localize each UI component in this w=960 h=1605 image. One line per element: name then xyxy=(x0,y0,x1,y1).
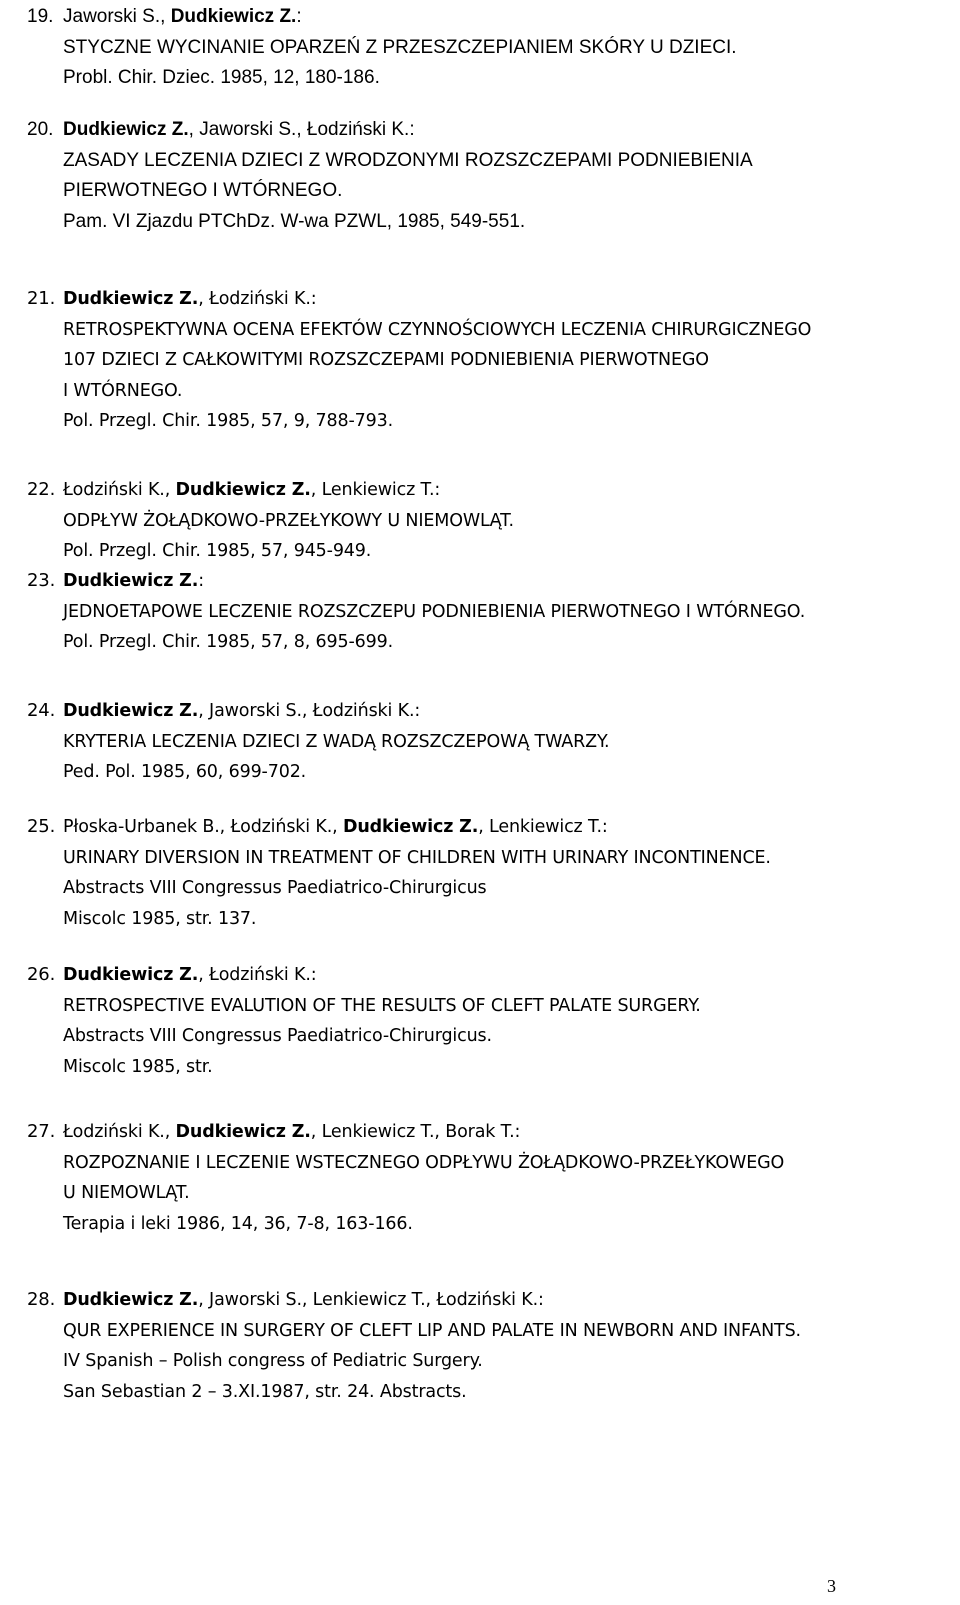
entry-number: 28. xyxy=(27,1289,56,1310)
entry-number: 26. xyxy=(27,964,56,985)
entry-authors xyxy=(63,115,415,145)
author-text: : xyxy=(296,6,302,27)
entry-source: PIERWOTNEGO I WTÓRNEGO. xyxy=(63,180,343,201)
entry-source: Ped. Pol. 1985, 60, 699-702. xyxy=(63,762,307,782)
author-highlighted: Dudkiewicz Z. xyxy=(63,571,199,591)
author-highlighted: Dudkiewicz Z. xyxy=(63,701,199,721)
entry-authors xyxy=(63,2,302,32)
author-text: , Lenkiewicz T., Borak T.: xyxy=(310,1122,521,1142)
author-text: , Jaworski S., Łodziński K.: xyxy=(188,119,415,140)
entry-authors xyxy=(63,960,317,990)
entry-title: QUR EXPERIENCE IN SURGERY OF CLEFT LIP AND PALATE IN NEWBORN AND INFANTS. xyxy=(63,1320,801,1341)
entry-number: 19. xyxy=(27,6,54,27)
entry-title: KRYTERIA LECZENIA DZIECI Z WADĄ ROZSZCZEPOWĄ TWARZY. xyxy=(63,731,610,752)
entry-number: 24. xyxy=(27,700,56,721)
entry-source: Abstracts VIII Congressus Paediatrico-Chirurgicus. xyxy=(63,1026,492,1046)
author-highlighted: Dudkiewicz Z. xyxy=(63,965,199,985)
entry-authors xyxy=(63,1117,520,1147)
author-text: Płoska-Urbanek B., Łodziński K., xyxy=(63,817,343,837)
entry-authors xyxy=(63,1285,544,1315)
entry-source: Abstracts VIII Congressus Paediatrico-Chirurgicus xyxy=(63,878,487,898)
entry-source: IV Spanish – Polish congress of Pediatric Surgery. xyxy=(63,1351,483,1371)
entry-source: San Sebastian 2 – 3.XI.1987, str. 24. Abstracts. xyxy=(63,1381,467,1402)
entry-title: RETROSPECTIVE EVALUTION OF THE RESULTS OF CLEFT PALATE SURGERY. xyxy=(63,995,701,1016)
author-text: , Lenkiewicz T.: xyxy=(478,817,608,837)
entry-source: I WTÓRNEGO. xyxy=(63,380,183,401)
entry-number: 25. xyxy=(27,816,56,837)
entry-source: 107 DZIECI Z CAŁKOWITYMI ROZSZCZEPAMI PODNIEBIENIA PIERWOTNEGO xyxy=(63,350,709,370)
page-number: 3 xyxy=(827,1576,836,1596)
author-text: Łodziński K., xyxy=(63,1122,176,1142)
author-text: , Łodziński K.: xyxy=(198,965,317,985)
author-text: , Łodziński K.: xyxy=(198,289,317,309)
entry-title: RETROSPEKTYWNA OCENA EFEKTÓW CZYNNOŚCIOWYCH LECZENIA CHIRURGICZNEGO xyxy=(63,319,812,340)
entry-authors xyxy=(63,284,317,314)
entry-authors xyxy=(63,812,608,842)
entry-title: URINARY DIVERSION IN TREATMENT OF CHILDREN WITH URINARY INCONTINENCE. xyxy=(63,847,771,868)
author-text: , Lenkiewicz T.: xyxy=(310,480,441,500)
entry-title: ODPŁYW ŻOŁĄDKOWO-PRZEŁYKOWY U NIEMOWLĄT. xyxy=(63,510,514,531)
entry-title: ROZPOZNANIE I LECZENIE WSTECZNEGO ODPŁYWU ŻOŁĄDKOWO-PRZEŁYKOWEGO xyxy=(63,1152,785,1173)
author-highlighted: Dudkiewicz Z. xyxy=(175,480,311,500)
entry-source: Pam. VI Zjazdu PTChDz. W-wa PZWL, 1985, 549-551. xyxy=(63,210,526,232)
entry-source: Pol. Przegl. Chir. 1985, 57, 9, 788-793. xyxy=(63,411,393,431)
entry-authors xyxy=(63,566,204,596)
author-highlighted: Dudkiewicz Z. xyxy=(63,289,199,309)
entry-number: 20. xyxy=(27,119,54,140)
author-text: , Jaworski S., Lenkiewicz T., Łodziński K.: xyxy=(198,1290,544,1310)
author-text: : xyxy=(198,571,204,591)
entry-source: Terapia i leki 1986, 14, 36, 7-8, 163-166. xyxy=(63,1213,413,1234)
entry-number: 27. xyxy=(27,1121,56,1142)
entry-title: ZASADY LECZENIA DZIECI Z WRODZONYMI ROZSZCZEPAMI PODNIEBIENIA xyxy=(63,149,753,171)
author-highlighted: Dudkiewicz Z. xyxy=(342,817,479,837)
author-highlighted: Dudkiewicz Z. xyxy=(63,1290,199,1310)
entry-source: U NIEMOWLĄT. xyxy=(63,1183,190,1203)
entry-source: Miscolc 1985, str. xyxy=(63,1056,213,1077)
author-text: Jaworski S. xyxy=(63,6,161,27)
author-highlighted: Dudkiewicz Z. xyxy=(175,1122,311,1142)
entry-number: 22. xyxy=(27,479,56,500)
entry-authors xyxy=(63,475,440,505)
entry-source: Miscolc 1985, str. 137. xyxy=(63,908,257,929)
entry-source: Pol. Przegl. Chir. 1985, 57, 945-949. xyxy=(63,541,372,561)
entry-source: Probl. Chir. Dziec. 1985, 12, 180-186. xyxy=(63,67,380,88)
entry-number: 21. xyxy=(27,288,56,309)
author-text: , xyxy=(160,6,171,27)
author-text: Łodziński K., xyxy=(63,480,176,500)
entry-source: Pol. Przegl. Chir. 1985, 57, 8, 695-699. xyxy=(63,632,393,652)
entry-title: STYCZNE WYCINANIE OPARZEŃ Z PRZESZCZEPIANIEM SKÓRY U DZIECI. xyxy=(63,36,737,58)
entry-number: 23. xyxy=(27,570,56,591)
author-highlighted: Dudkiewicz Z. xyxy=(63,119,189,140)
author-highlighted: Dudkiewicz Z. xyxy=(170,6,297,27)
entry-title: JEDNOETAPOWE LECZENIE ROZSZCZEPU PODNIEBIENIA PIERWOTNEGO I WTÓRNEGO. xyxy=(63,601,806,622)
author-text: , Jaworski S., Łodziński K.: xyxy=(198,701,421,721)
entry-authors xyxy=(63,696,420,726)
